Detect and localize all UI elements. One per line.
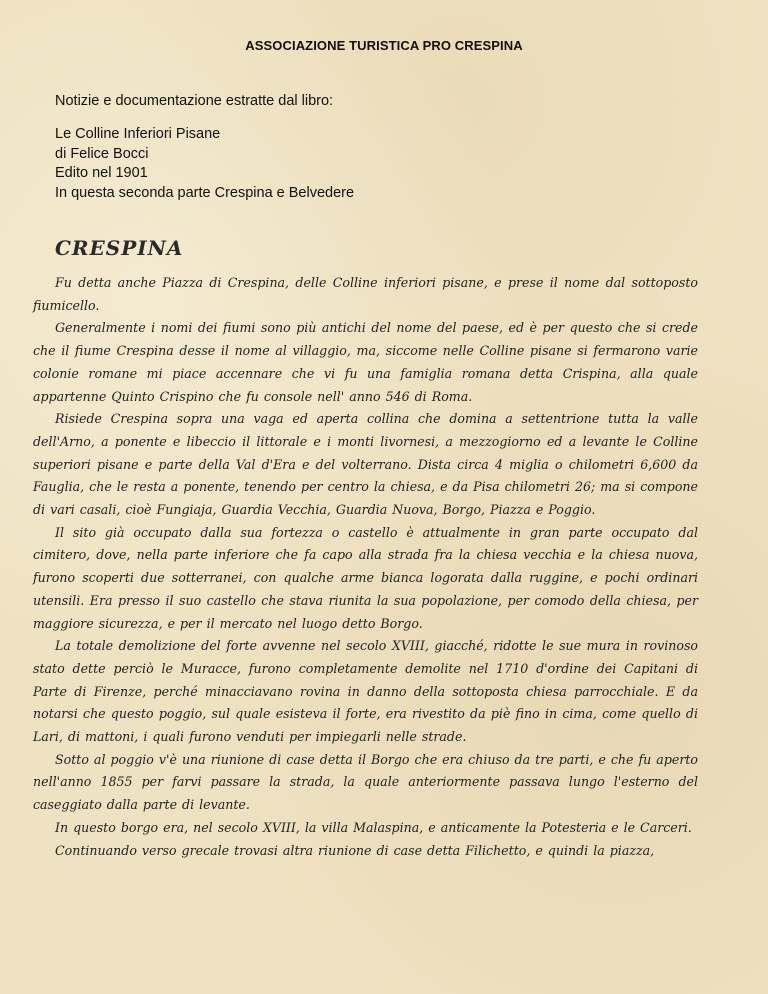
paragraph: Generalmente i nomi dei fiumi sono più antichi del nome del paese, ed è per questo che si crede che il fiume Crespina desse il nome al villaggio, ma, siccome nelle Colline pisane si fermarono varie colonie romane mi piace accennare che vi fu una famiglia romana detta Crispina, alla quale appartenne Quinto Crispino che fu console nell' anno 546 di Roma.: [33, 320, 698, 404]
paragraph: La totale demolizione del forte avvenne nel secolo XVIII, giacché, ridotte le sue mura in rovinoso stato dette perciò le Muracce, furono completamente demolite nel 1710 d'ordine dei Capitani di Parte di Firenze, perché minacciavano rovina in danno della sottoposta chiesa parrocchiale. E da notarsi che questo poggio, sul quale esisteva il forte, era rivestito da piè fino in cima, come quello di Lari, di mattoni, i quali furono venduti per impiegarli nelle strade.: [33, 638, 698, 745]
paragraph: Fu detta anche Piazza di Crespina, delle Colline inferiori pisane, e prese il nome dal sottoposto fiumicello.: [33, 275, 698, 313]
book-author: di Felice Bocci: [55, 145, 149, 162]
section-heading: CRESPINA: [55, 236, 184, 260]
book-edition: Edito nel 1901: [55, 165, 148, 181]
paragraph: In questo borgo era, nel secolo XVIII, la villa Malaspina, e anticamente la Potesteria e le Carceri.: [55, 819, 692, 835]
association-title: ASSOCIAZIONE TURISTICA PRO CRESPINA: [245, 38, 523, 53]
paragraph: Risiede Crespina sopra una vaga ed aperta collina che domina a settentrione tutta la valle dell'Arno, a ponente e libeccio il littorale e i monti livornesi, a mezzogiorno ed a levante le Colline superiori pisane e parte della Val d'Era e del volterrano. Dista circa 4 miglia o chilometri 6,600 da Fauglia, che le resta a ponente, tenendo per centro la chiesa, e da Pisa chilometri 26; ma si compone di vari casali, cioè Fungiaja, Guardia Vecchia, Guardia Nuova, Borgo, Piazza e Poggio.: [33, 411, 698, 518]
book-part: In questa seconda parte Crespina e Belvedere: [55, 184, 355, 201]
paragraph: Sotto al poggio v'è una riunione di case detta il Borgo che era chiuso da tre parti, e che fu aperto nell'anno 1855 per farvi passare la strada, la quale anteriormente passava lungo l'esterno del caseggiato dalla parte di levante.: [33, 751, 698, 813]
paragraph: Il sito già occupato dalla sua fortezza o castello è attualmente in gran parte occupato dal cimitero, dove, nella parte inferiore che fa capo alla strada fra la chiesa vecchia e la chiesa nuova, furono scoperti due sotterranei, con qualche arme bianca logorata dalla ruggine, e pochi ordinari utensili. Era presso il suo castello che stava riunita la sua popolazione, per comodo della chiesa, per maggiore sicurezza, e per il mercato nel luogo detto Borgo.: [33, 524, 698, 631]
section-body: [33, 272, 698, 862]
paragraph: Continuando verso grecale trovasi altra riunione di case detta Filichetto, e quindi la piazza,: [55, 842, 655, 858]
intro-text: Notizie e documentazione estratte dal libro:: [55, 93, 334, 109]
source-block: [55, 125, 354, 203]
book-title: Le Colline Inferiori Pisane: [55, 126, 221, 142]
